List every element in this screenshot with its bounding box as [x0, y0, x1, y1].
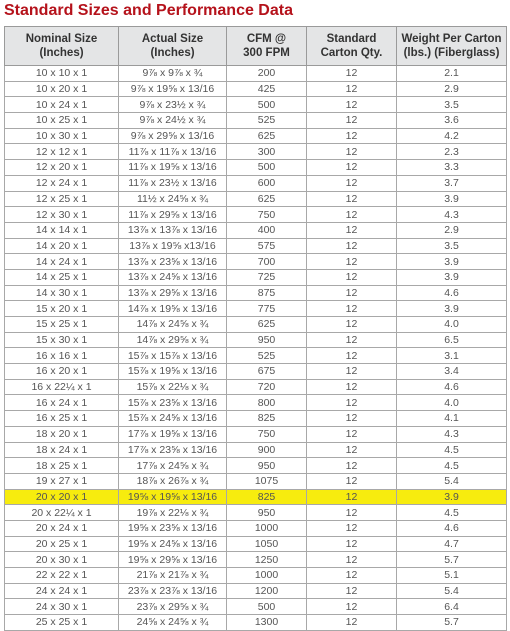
cell-weight: 5.4 [397, 473, 507, 489]
cell-cfm: 600 [227, 175, 307, 191]
cell-nominal-size: 16 x 22¼ x 1 [5, 379, 119, 395]
cell-cfm: 825 [227, 411, 307, 427]
cell-weight: 4.6 [397, 520, 507, 536]
cell-weight: 4.5 [397, 505, 507, 521]
cell-carton-qty: 12 [307, 66, 397, 82]
cell-cfm: 875 [227, 285, 307, 301]
cell-carton-qty: 12 [307, 568, 397, 584]
cell-weight: 2.1 [397, 66, 507, 82]
cell-actual-size: 13⅞ x 13⅞ x 13/16 [119, 222, 227, 238]
cell-weight: 4.6 [397, 285, 507, 301]
page-title: Standard Sizes and Performance Data [4, 2, 293, 19]
cell-cfm: 750 [227, 426, 307, 442]
cell-weight: 4.6 [397, 379, 507, 395]
cell-weight: 5.1 [397, 568, 507, 584]
cell-actual-size: 19⅝ x 29⅝ x 13/16 [119, 552, 227, 568]
cell-carton-qty: 12 [307, 473, 397, 489]
cell-cfm: 1000 [227, 568, 307, 584]
cell-cfm: 700 [227, 254, 307, 270]
cell-cfm: 1250 [227, 552, 307, 568]
cell-actual-size: 13⅞ x 23⅝ x 13/16 [119, 254, 227, 270]
table-row [5, 552, 507, 568]
cell-weight: 3.9 [397, 489, 507, 505]
cell-weight: 3.5 [397, 97, 507, 113]
table-row [5, 411, 507, 427]
cell-nominal-size: 22 x 22 x 1 [5, 568, 119, 584]
cell-cfm: 200 [227, 66, 307, 82]
table-row [5, 364, 507, 380]
cell-carton-qty: 12 [307, 254, 397, 270]
cell-actual-size: 19⅝ x 19⅝ x 13/16 [119, 489, 227, 505]
header-weight: Weight Per Carton (lbs.) (Fiberglass) [397, 27, 507, 66]
cell-nominal-size: 15 x 25 x 1 [5, 317, 119, 333]
table-row [5, 583, 507, 599]
table-row [5, 615, 507, 631]
cell-carton-qty: 12 [307, 458, 397, 474]
table-row [5, 81, 507, 97]
cell-actual-size: 13⅞ x 24⅝ x 13/16 [119, 269, 227, 285]
cell-cfm: 425 [227, 81, 307, 97]
cell-weight: 6.4 [397, 599, 507, 615]
cell-cfm: 400 [227, 222, 307, 238]
cell-actual-size: 23⅞ x 29⅝ x ¾ [119, 599, 227, 615]
cell-cfm: 950 [227, 458, 307, 474]
cell-cfm: 800 [227, 395, 307, 411]
cell-weight: 3.3 [397, 160, 507, 176]
cell-nominal-size: 10 x 24 x 1 [5, 97, 119, 113]
cell-weight: 3.5 [397, 238, 507, 254]
cell-weight: 4.0 [397, 395, 507, 411]
cell-carton-qty: 12 [307, 113, 397, 129]
cell-actual-size: 9⅞ x 29⅝ x 13/16 [119, 128, 227, 144]
cell-actual-size: 11⅞ x 29⅝ x 13/16 [119, 207, 227, 223]
cell-nominal-size: 12 x 12 x 1 [5, 144, 119, 160]
cell-cfm: 575 [227, 238, 307, 254]
cell-cfm: 950 [227, 332, 307, 348]
cell-nominal-size: 24 x 30 x 1 [5, 599, 119, 615]
cell-actual-size: 11⅞ x 19⅝ x 13/16 [119, 160, 227, 176]
cell-actual-size: 19⅞ x 22⅛ x ¾ [119, 505, 227, 521]
table-row [5, 473, 507, 489]
cell-nominal-size: 20 x 22¼ x 1 [5, 505, 119, 521]
table-row [5, 426, 507, 442]
cell-carton-qty: 12 [307, 285, 397, 301]
cell-cfm: 500 [227, 160, 307, 176]
cell-weight: 2.9 [397, 222, 507, 238]
table-row [5, 599, 507, 615]
table-row [5, 269, 507, 285]
table-header-row [5, 27, 507, 66]
cell-cfm: 950 [227, 505, 307, 521]
cell-actual-size: 9⅞ x 19⅝ x 13/16 [119, 81, 227, 97]
cell-carton-qty: 12 [307, 191, 397, 207]
cell-cfm: 720 [227, 379, 307, 395]
cell-nominal-size: 16 x 25 x 1 [5, 411, 119, 427]
cell-carton-qty: 12 [307, 160, 397, 176]
table-row [5, 128, 507, 144]
cell-nominal-size: 12 x 20 x 1 [5, 160, 119, 176]
cell-cfm: 300 [227, 144, 307, 160]
cell-actual-size: 17⅞ x 23⅝ x 13/16 [119, 442, 227, 458]
table-row [5, 144, 507, 160]
cell-cfm: 625 [227, 191, 307, 207]
cell-weight: 3.9 [397, 191, 507, 207]
table-row [5, 536, 507, 552]
cell-weight: 5.7 [397, 552, 507, 568]
cell-nominal-size: 14 x 14 x 1 [5, 222, 119, 238]
cell-actual-size: 19⅝ x 23⅝ x 13/16 [119, 520, 227, 536]
cell-cfm: 775 [227, 301, 307, 317]
cell-nominal-size: 19 x 27 x 1 [5, 473, 119, 489]
cell-weight: 3.1 [397, 348, 507, 364]
cell-weight: 3.9 [397, 301, 507, 317]
cell-carton-qty: 12 [307, 81, 397, 97]
header-cfm: CFM @ 300 FPM [227, 27, 307, 66]
cell-weight: 3.9 [397, 254, 507, 270]
cell-nominal-size: 10 x 30 x 1 [5, 128, 119, 144]
cell-actual-size: 15⅞ x 22⅛ x ¾ [119, 379, 227, 395]
cell-weight: 3.7 [397, 175, 507, 191]
cell-cfm: 500 [227, 97, 307, 113]
cell-carton-qty: 12 [307, 599, 397, 615]
cell-weight: 2.9 [397, 81, 507, 97]
cell-weight: 4.5 [397, 442, 507, 458]
cell-cfm: 525 [227, 113, 307, 129]
cell-cfm: 900 [227, 442, 307, 458]
cell-nominal-size: 14 x 20 x 1 [5, 238, 119, 254]
table-row [5, 332, 507, 348]
cell-carton-qty: 12 [307, 332, 397, 348]
cell-actual-size: 17⅞ x 19⅝ x 13/16 [119, 426, 227, 442]
table-row [5, 191, 507, 207]
cell-nominal-size: 12 x 25 x 1 [5, 191, 119, 207]
header-actual-size: Actual Size (Inches) [119, 27, 227, 66]
header-carton-qty: Standard Carton Qty. [307, 27, 397, 66]
cell-actual-size: 15⅞ x 15⅞ x 13/16 [119, 348, 227, 364]
cell-nominal-size: 10 x 25 x 1 [5, 113, 119, 129]
cell-nominal-size: 10 x 10 x 1 [5, 66, 119, 82]
cell-actual-size: 11⅞ x 11⅞ x 13/16 [119, 144, 227, 160]
cell-carton-qty: 12 [307, 536, 397, 552]
cell-cfm: 725 [227, 269, 307, 285]
cell-weight: 6.5 [397, 332, 507, 348]
cell-nominal-size: 12 x 24 x 1 [5, 175, 119, 191]
table-row [5, 379, 507, 395]
cell-actual-size: 13⅞ x 29⅝ x 13/16 [119, 285, 227, 301]
cell-actual-size: 23⅞ x 23⅞ x 13/16 [119, 583, 227, 599]
cell-weight: 3.6 [397, 113, 507, 129]
table-row [5, 113, 507, 129]
cell-nominal-size: 14 x 25 x 1 [5, 269, 119, 285]
table-row [5, 489, 507, 505]
cell-carton-qty: 12 [307, 97, 397, 113]
cell-carton-qty: 12 [307, 222, 397, 238]
table-row [5, 238, 507, 254]
cell-carton-qty: 12 [307, 301, 397, 317]
cell-nominal-size: 15 x 20 x 1 [5, 301, 119, 317]
cell-actual-size: 24⅝ x 24⅝ x ¾ [119, 615, 227, 631]
table-row [5, 317, 507, 333]
cell-actual-size: 19⅝ x 24⅝ x 13/16 [119, 536, 227, 552]
cell-weight: 5.7 [397, 615, 507, 631]
cell-cfm: 825 [227, 489, 307, 505]
cell-actual-size: 9⅞ x 9⅞ x ¾ [119, 66, 227, 82]
cell-cfm: 1300 [227, 615, 307, 631]
cell-carton-qty: 12 [307, 128, 397, 144]
cell-weight: 4.7 [397, 536, 507, 552]
cell-actual-size: 9⅞ x 23½ x ¾ [119, 97, 227, 113]
cell-nominal-size: 20 x 25 x 1 [5, 536, 119, 552]
cell-cfm: 675 [227, 364, 307, 380]
cell-actual-size: 13⅞ x 19⅝ x13/16 [119, 238, 227, 254]
cell-nominal-size: 25 x 25 x 1 [5, 615, 119, 631]
cell-carton-qty: 12 [307, 207, 397, 223]
cell-carton-qty: 12 [307, 364, 397, 380]
cell-nominal-size: 12 x 30 x 1 [5, 207, 119, 223]
cell-nominal-size: 20 x 30 x 1 [5, 552, 119, 568]
table-row [5, 505, 507, 521]
table-row [5, 442, 507, 458]
cell-cfm: 1050 [227, 536, 307, 552]
cell-cfm: 1200 [227, 583, 307, 599]
cell-cfm: 1000 [227, 520, 307, 536]
cell-actual-size: 15⅞ x 23⅝ x 13/16 [119, 395, 227, 411]
cell-cfm: 1075 [227, 473, 307, 489]
cell-cfm: 625 [227, 128, 307, 144]
cell-nominal-size: 24 x 24 x 1 [5, 583, 119, 599]
cell-carton-qty: 12 [307, 348, 397, 364]
cell-actual-size: 9⅞ x 24½ x ¾ [119, 113, 227, 129]
cell-nominal-size: 16 x 20 x 1 [5, 364, 119, 380]
cell-nominal-size: 18 x 20 x 1 [5, 426, 119, 442]
cell-carton-qty: 12 [307, 583, 397, 599]
cell-nominal-size: 20 x 20 x 1 [5, 489, 119, 505]
cell-nominal-size: 18 x 25 x 1 [5, 458, 119, 474]
table-row [5, 222, 507, 238]
cell-carton-qty: 12 [307, 615, 397, 631]
sizes-table [4, 26, 507, 631]
cell-weight: 4.5 [397, 458, 507, 474]
cell-cfm: 625 [227, 317, 307, 333]
cell-nominal-size: 18 x 24 x 1 [5, 442, 119, 458]
cell-actual-size: 18⅞ x 26⅞ x ¾ [119, 473, 227, 489]
cell-nominal-size: 14 x 30 x 1 [5, 285, 119, 301]
cell-actual-size: 14⅞ x 24⅝ x ¾ [119, 317, 227, 333]
cell-nominal-size: 15 x 30 x 1 [5, 332, 119, 348]
cell-actual-size: 14⅞ x 19⅝ x 13/16 [119, 301, 227, 317]
cell-actual-size: 11⅞ x 23½ x 13/16 [119, 175, 227, 191]
cell-nominal-size: 10 x 20 x 1 [5, 81, 119, 97]
cell-actual-size: 17⅞ x 24⅝ x ¾ [119, 458, 227, 474]
table-row [5, 285, 507, 301]
header-nominal-size: Nominal Size (Inches) [5, 27, 119, 66]
cell-cfm: 525 [227, 348, 307, 364]
table-row [5, 160, 507, 176]
cell-actual-size: 21⅞ x 21⅞ x ¾ [119, 568, 227, 584]
cell-carton-qty: 12 [307, 442, 397, 458]
cell-nominal-size: 16 x 24 x 1 [5, 395, 119, 411]
cell-nominal-size: 16 x 16 x 1 [5, 348, 119, 364]
cell-carton-qty: 12 [307, 317, 397, 333]
cell-carton-qty: 12 [307, 489, 397, 505]
cell-carton-qty: 12 [307, 269, 397, 285]
cell-cfm: 750 [227, 207, 307, 223]
cell-carton-qty: 12 [307, 238, 397, 254]
table-row [5, 348, 507, 364]
cell-weight: 3.4 [397, 364, 507, 380]
cell-carton-qty: 12 [307, 144, 397, 160]
table-row [5, 568, 507, 584]
cell-carton-qty: 12 [307, 395, 397, 411]
cell-weight: 4.2 [397, 128, 507, 144]
cell-actual-size: 15⅞ x 19⅝ x 13/16 [119, 364, 227, 380]
cell-weight: 2.3 [397, 144, 507, 160]
cell-carton-qty: 12 [307, 552, 397, 568]
cell-nominal-size: 20 x 24 x 1 [5, 520, 119, 536]
cell-carton-qty: 12 [307, 175, 397, 191]
table-row [5, 301, 507, 317]
table-row [5, 97, 507, 113]
table-row [5, 458, 507, 474]
cell-carton-qty: 12 [307, 505, 397, 521]
cell-carton-qty: 12 [307, 426, 397, 442]
table-row [5, 175, 507, 191]
cell-actual-size: 15⅞ x 24⅝ x 13/16 [119, 411, 227, 427]
cell-weight: 5.4 [397, 583, 507, 599]
table-row [5, 207, 507, 223]
cell-weight: 4.3 [397, 207, 507, 223]
cell-weight: 4.1 [397, 411, 507, 427]
cell-actual-size: 14⅞ x 29⅝ x ¾ [119, 332, 227, 348]
cell-nominal-size: 14 x 24 x 1 [5, 254, 119, 270]
cell-weight: 4.3 [397, 426, 507, 442]
table-body [5, 66, 507, 631]
cell-carton-qty: 12 [307, 379, 397, 395]
table-row [5, 395, 507, 411]
cell-carton-qty: 12 [307, 411, 397, 427]
cell-carton-qty: 12 [307, 520, 397, 536]
table-row [5, 66, 507, 82]
cell-weight: 3.9 [397, 269, 507, 285]
cell-cfm: 500 [227, 599, 307, 615]
table-row [5, 520, 507, 536]
cell-weight: 4.0 [397, 317, 507, 333]
table-row [5, 254, 507, 270]
cell-actual-size: 11½ x 24⅝ x ¾ [119, 191, 227, 207]
